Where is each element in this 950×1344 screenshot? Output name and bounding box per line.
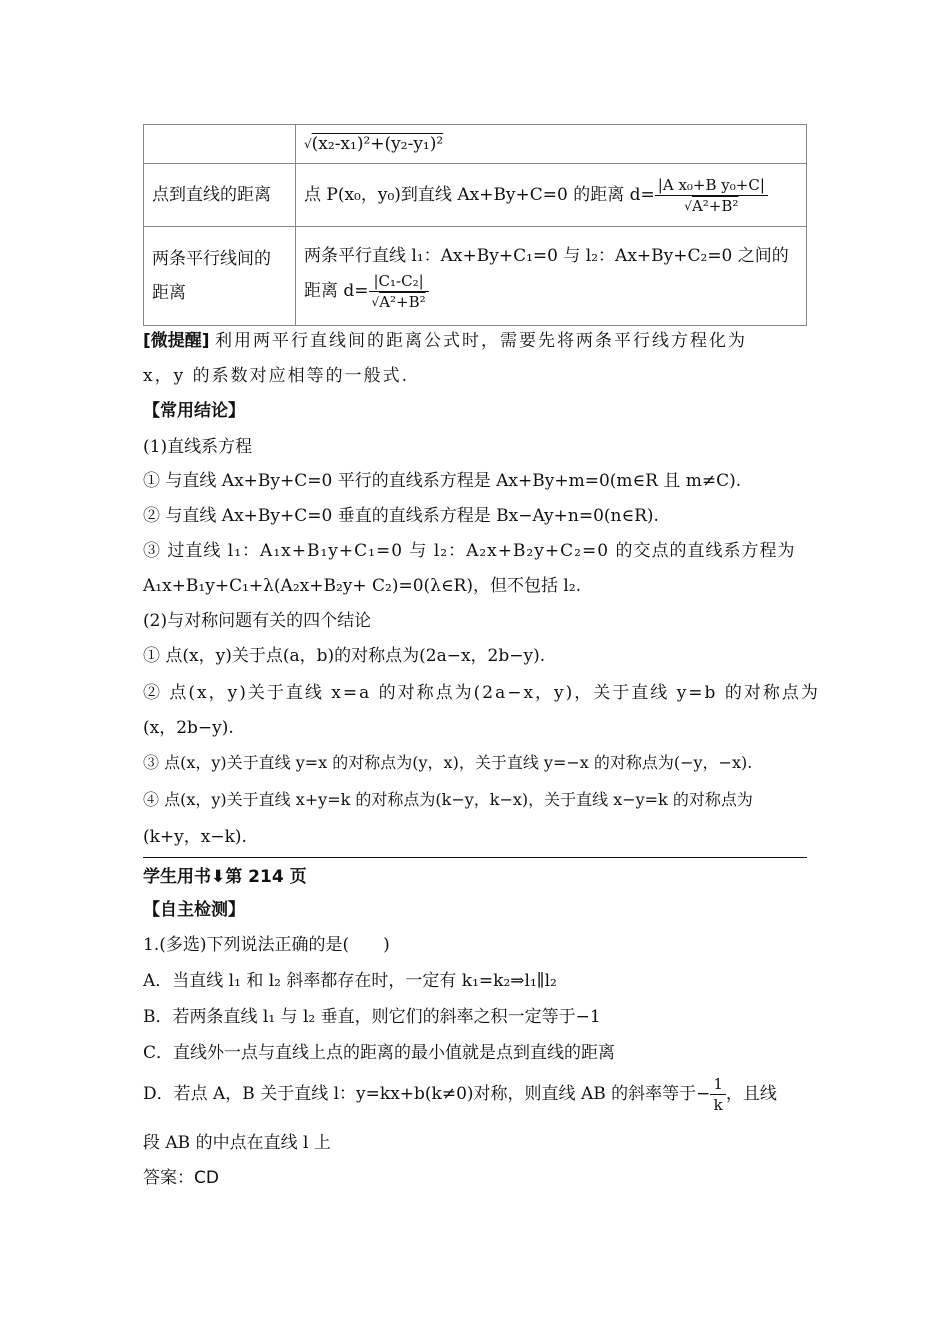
tip-line-2: x，y 的系数对应相等的一般式. [143, 366, 409, 386]
conclusion-item: ① 与直线 Ax+By+C=0 平行的直线系方程是 Ax+By+m=0(m∈R 且 m≠C). [143, 471, 742, 491]
conclusion-section-2-title: (2)与对称问题有关的四个结论 [143, 611, 372, 631]
point-line-distance-label: 点到直线的距离 [144, 164, 296, 227]
point-line-fraction [655, 175, 768, 216]
table-cell-empty [144, 125, 296, 164]
table-row [144, 164, 807, 227]
fraction-denominator: √A²+B² [371, 292, 426, 311]
option-d [143, 1072, 807, 1116]
fraction-numerator: |C₁-C₂| [369, 271, 429, 292]
question-1: 1.(多选)下列说法正确的是( ) [143, 935, 390, 955]
self-test-heading: 【自主检测】 [143, 900, 245, 920]
table-row [144, 125, 807, 164]
conclusion-item: ② 与直线 Ax+By+C=0 垂直的直线系方程是 Bx−Ay+n=0(n∈R). [143, 506, 659, 526]
option-d-cont: 段 AB 的中点在直线 l 上 [143, 1133, 331, 1153]
point-line-distance-cell [296, 164, 807, 227]
fraction-numerator: |A x₀+B y₀+C| [655, 175, 768, 196]
parallel-line-fraction [369, 271, 429, 312]
slope-fraction [710, 1074, 726, 1115]
tip-line-1 [143, 326, 807, 351]
parallel-line-text: 两条平行直线 l₁：Ax+By+C₁=0 与 l₂：Ax+By+C₂=0 之间的距离 d= [304, 245, 789, 301]
two-point-formula: (x₂-x₁)²+(y₂-y₁)² [311, 134, 444, 154]
book-page-ref: 学生用书⬇第 214 页 [143, 867, 307, 887]
radical-icon: √ [304, 137, 312, 151]
fraction-denominator: k [713, 1096, 723, 1114]
conclusion-heading: 【常用结论】 [143, 401, 245, 421]
conclusion-item-cont: A₁x+B₁y+C₁+λ(A₂x+B₂y+ C₂)=0(λ∈R)，但不包括 l₂. [143, 576, 582, 596]
conclusion-section-1-title: (1)直线系方程 [143, 437, 253, 457]
distance-formula-table [143, 124, 807, 326]
conclusion-item: ③ 点(x，y)关于直线 y=x 的对称点为(y，x)，关于直线 y=−x 的对称点为(−y，−x). [143, 753, 753, 772]
parallel-line-distance-cell [296, 227, 807, 326]
tip-text: 利用两平行直线间的距离公式时，需要先将两条平行线方程化为 [214, 331, 747, 351]
radical-icon: √ [684, 198, 692, 213]
fraction-denominator: √A²+B² [684, 196, 739, 215]
point-line-text: 点 P(x₀，y₀)到直线 Ax+By+C=0 的距离 d= [304, 184, 655, 205]
conclusion-item: ① 点(x，y)关于点(a，b)的对称点为(2a−x，2b−y). [143, 646, 546, 666]
conclusion-item: ④ 点(x，y)关于直线 x+y=k 的对称点为(k−y，k−x)，关于直线 x−y=k 的对称点为 [143, 790, 753, 809]
option-c: C．直线外一点与直线上点的距离的最小值就是点到直线的距离 [143, 1043, 616, 1063]
option-a: A．当直线 l₁ 和 l₂ 斜率都存在时，一定有 k₁=k₂⇒l₁∥l₂ [143, 971, 557, 991]
section-divider [143, 857, 807, 858]
option-d-text: D．若点 A，B 关于直线 l：y=kx+b(k≠0)对称，则直线 AB 的斜率等于− [143, 1084, 711, 1104]
conclusion-item-cont: (k+y，x−k). [143, 827, 247, 847]
option-d-suffix: ，且线 [725, 1084, 777, 1104]
parallel-line-distance-label: 两条平行线间的距离 [144, 227, 296, 326]
answer: 答案：CD [143, 1168, 219, 1188]
conclusion-item: ③ 过直线 l₁：A₁x+B₁y+C₁=0 与 l₂：A₂x+B₂y+C₂=0 的交点的直线系方程为 [143, 541, 796, 561]
option-b: B．若两条直线 l₁ 与 l₂ 垂直，则它们的斜率之积一定等于−1 [143, 1007, 601, 1027]
conclusion-item: ② 点(x，y)关于直线 x=a 的对称点为(2a−x，y)，关于直线 y=b 的对称点为 [143, 683, 820, 703]
fraction-numerator: 1 [710, 1074, 726, 1095]
two-point-distance-cell [296, 125, 807, 164]
conclusion-item-cont: (x，2b−y). [143, 718, 234, 738]
radical-icon: √ [371, 294, 380, 309]
tip-label: [微提醒] [143, 331, 210, 351]
table-row [144, 227, 807, 326]
